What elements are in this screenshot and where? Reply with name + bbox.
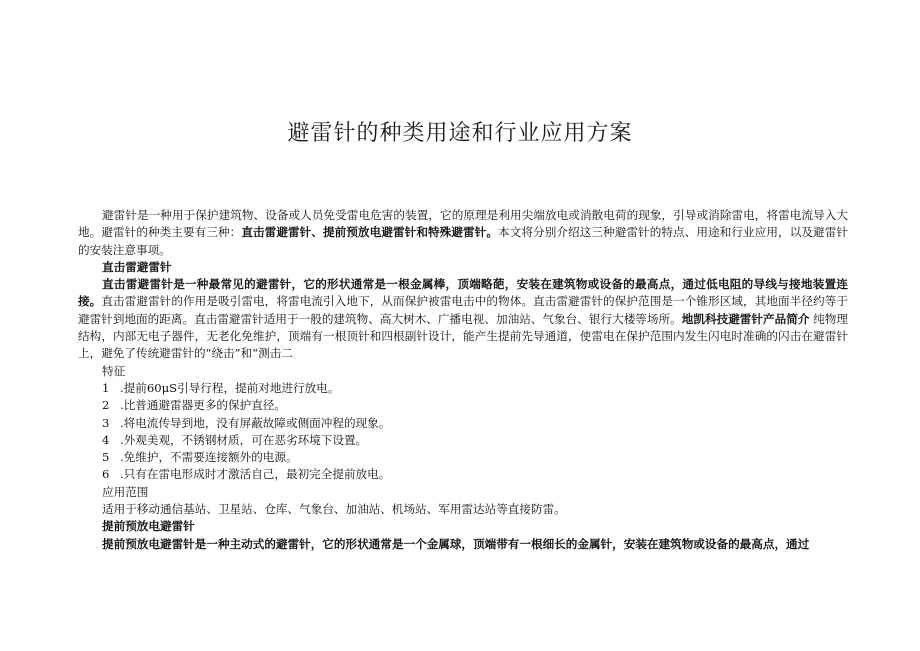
intro-text-1: 避雷针是一种用于保护建筑物、设备或人员免受雷电危害的装置，它的原理是利用尖端放电或消散电荷的现象，引导或消除雷电，将雷电流导入大地。避雷针的种类主要有三种： xyxy=(78,208,848,240)
feature-number: 3 xyxy=(102,415,110,430)
feature-text: .比普通避雷器更多的保护直径。 xyxy=(120,398,286,413)
direct-strike-paragraph xyxy=(78,276,848,362)
intro-bold-types: 直击雷避雷针、提前预放电避雷针和特殊避雷针。 xyxy=(241,225,499,240)
section-heading-early-streamer: 提前预放电避雷针 xyxy=(102,519,195,534)
direct-strike-bold-lead: 直击雷避雷针是一种最常见的避雷针，它的形状通常是一根金属棒，顶端略葩，安装在建筑物或设备的最高点，通过低电阻的导线与接地装置连接。 xyxy=(78,277,848,309)
early-streamer-paragraph xyxy=(78,536,848,553)
feature-item xyxy=(78,432,848,449)
feature-number: 2 xyxy=(102,398,110,413)
feature-text: .只有在雷电形成时才激活自己，最初完全提前放电。 xyxy=(120,467,391,482)
early-streamer-bold-lead: 提前预放电避雷针是一种主动式的避雷针，它的形状通常是一个金属球，顶端带有一根细长的金属针，安装在建筑物或设备的最高点，通过 xyxy=(102,536,810,551)
feature-number: 5 xyxy=(102,450,110,465)
intro-text-2: 本文将分别介绍这三种避雷针的特点、用途和行业应用，以及避雷针的安装注意事项。 xyxy=(78,225,848,257)
feature-number: 6 xyxy=(102,467,110,482)
feature-item xyxy=(78,397,848,414)
document-body xyxy=(78,207,848,553)
application-label: 应用范围 xyxy=(102,484,149,499)
direct-strike-text-1: 直击雷避雷针的作用是吸引雷电，将雷电流引入地下，从而保护被雷电击中的物体。直击雷避雷针的保护范围是一个锥形区域，其地面半径约等于避雷针到地面的距离。直击雷避雷针适用于一般的建筑物、高大树木、广播电视、加油站、气象台、银行大楼等场所。 xyxy=(78,294,848,326)
feature-text: .将电流传导到地，没有屏蔽故障或侧面冲程的现象。 xyxy=(120,415,391,430)
feature-number: 1 xyxy=(102,380,110,395)
feature-text: .免维护，不需要连接额外的电源。 xyxy=(120,450,298,465)
intro-paragraph xyxy=(78,207,848,259)
feature-text: .提前60μS引导行程，提前对地进行放电。 xyxy=(120,380,340,395)
feature-item xyxy=(78,466,848,483)
feature-item xyxy=(78,449,848,466)
section-heading-direct-strike: 直击雷避雷针 xyxy=(102,259,172,274)
document-title: 避雷针的种类用途和行业应用方案 xyxy=(287,121,633,146)
feature-item xyxy=(78,415,848,432)
feature-text: .外观美观，不锈钢材质，可在恶劣环境下设置。 xyxy=(120,432,368,447)
product-intro-text: 纯物理结构，内部无电子器件，无老化免维护，顶端有一根顶针和四根副针设计，能产生提前先导通道，使雷电在保护范围内发生闪电时准确的闪击在避雷针上，避免了传统避雷针的“绕击”和“测击二 xyxy=(78,311,848,361)
features-label: 特征 xyxy=(102,363,126,378)
feature-number: 4 xyxy=(102,432,110,447)
product-intro-bold: 地凯科技避雷针产品简介 xyxy=(681,311,810,326)
application-text: 适用于移动通信基站、卫星站、仓库、气象台、加油站、机场站、军用雷达站等直接防雷。 xyxy=(102,502,566,517)
feature-item xyxy=(78,380,848,397)
